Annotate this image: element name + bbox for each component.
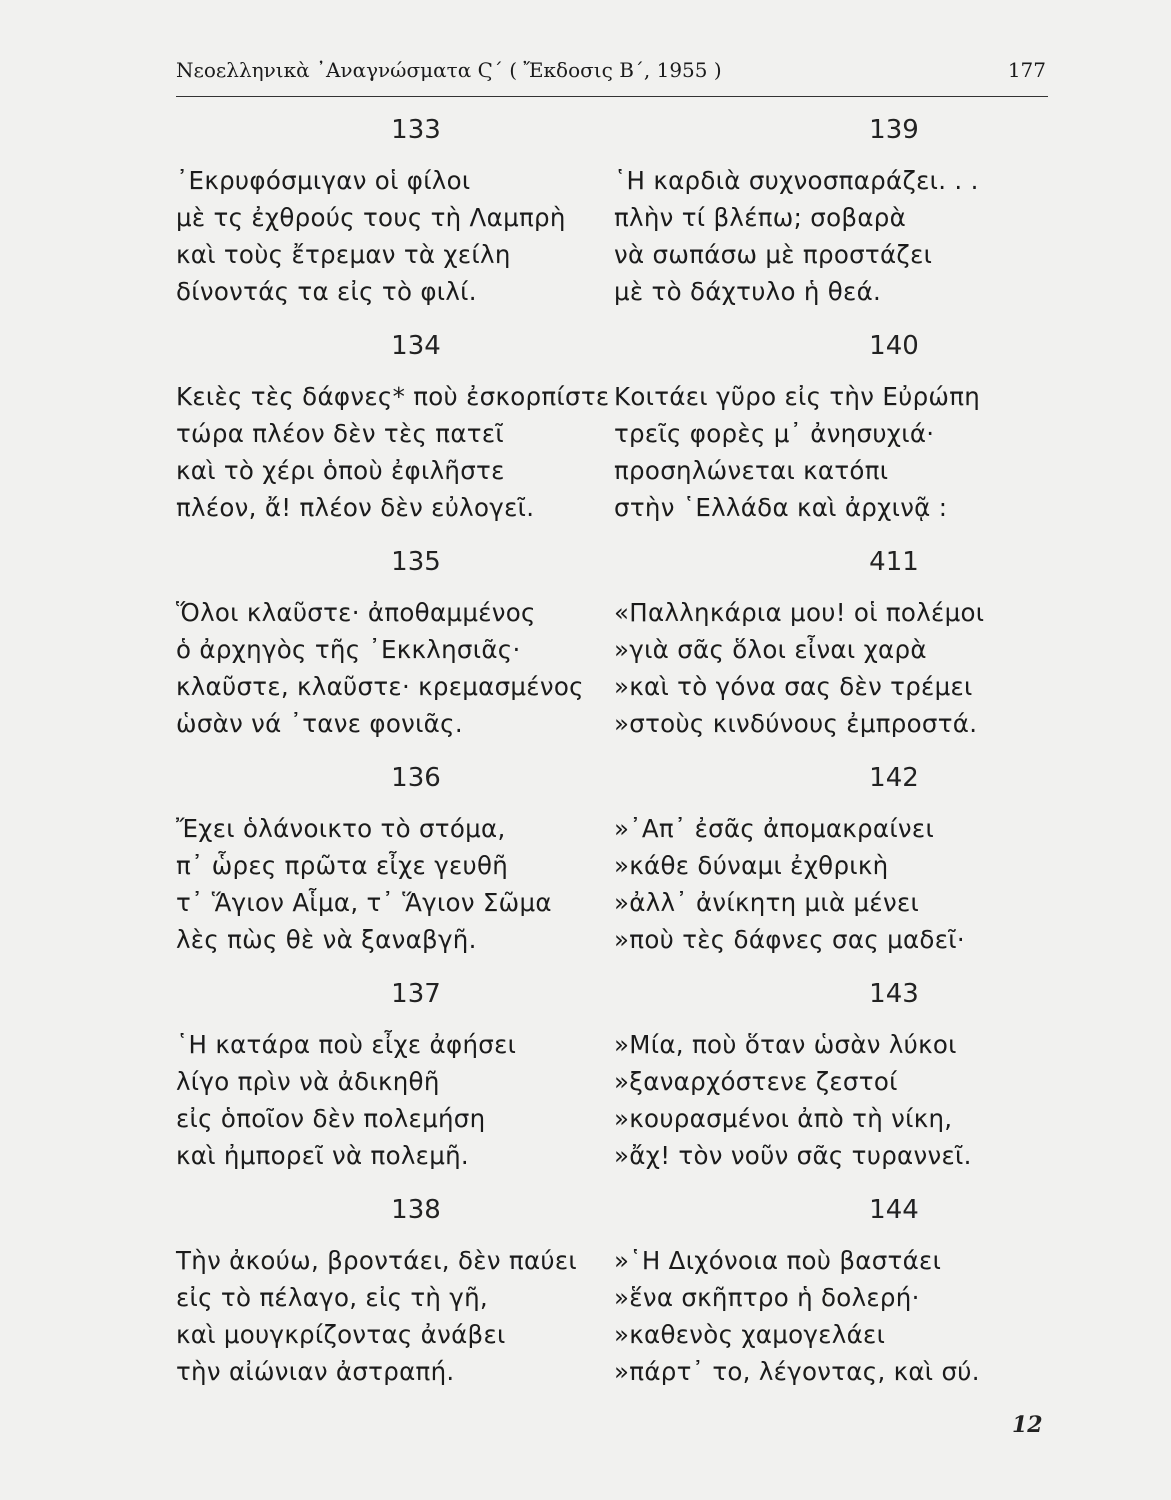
stanza [614, 326, 1054, 542]
stanza [614, 542, 1054, 758]
verse-line: στὴν ῾Ελλάδα καὶ ἀρχινᾷ : [614, 493, 948, 522]
verse-line: »᾿Απ᾿ ἐσᾶς ἀπομακραίνει [614, 814, 935, 843]
verse-line: »῾Η Διχόνοια ποὺ βαστάει [614, 1246, 942, 1275]
verse-line: εἰς τὸ πέλαγο, εἰς τὴ γῆ, [176, 1283, 489, 1312]
stanza-number: 135 [391, 547, 441, 577]
verse-line: καὶ τὸ χέρι ὁποὺ ἐφιλῆστε [176, 456, 505, 485]
verse-line: προσηλώνεται κατόπι [614, 456, 889, 485]
stanza-number: 144 [869, 1195, 919, 1225]
verse-line: »ξαναρχόστενε ζεστοί [614, 1067, 898, 1096]
verse-line: τ᾿ Ἅγιον Αἷμα, τ᾿ Ἅγιον Σῶμα [176, 888, 552, 917]
stanza-number: 138 [391, 1195, 441, 1225]
verse-line: »Μία, ποὺ ὅταν ὡσὰν λύκοι [614, 1030, 957, 1059]
stanza-number: 134 [391, 331, 441, 361]
verse-line: »κουρασμένοι ἀπὸ τὴ νίκη, [614, 1104, 953, 1133]
verse-line: ᾿Εκρυφόσμιγαν οἱ φίλοι [176, 166, 471, 195]
verse-line: καὶ ἠμπορεῖ νὰ πολεμῆ. [176, 1141, 470, 1170]
stanza [614, 110, 1054, 326]
verse-line: κλαῦστε, κλαῦστε· κρεμασμένος [176, 672, 584, 701]
verse-line: »καὶ τὸ γόνα σας δὲν τρέμει [614, 672, 973, 701]
header-title: Νεοελληνικὰ ᾿Αναγνώσματα Ϛ΄ ( Ἔκδοσις Β΄, 1955 ) [176, 58, 722, 82]
verse-line: »καθενὸς χαμογελάει [614, 1320, 886, 1349]
stanza-number: 142 [869, 763, 919, 793]
verse-line: μὲ τς ἐχθρούς τους τὴ Λαμπρὴ [176, 203, 566, 232]
verse-line: νὰ σωπάσω μὲ προστάζει [614, 240, 933, 269]
verse-line: «Παλληκάρια μου! οἱ πολέμοι [614, 598, 985, 627]
verse-line: »ἕνα σκῆπτρο ἡ δολερή· [614, 1283, 920, 1312]
verse-line: Κοιτάει γῦρο εἰς τὴν Εὐρώπη [614, 382, 981, 411]
stanza-number: 133 [391, 115, 441, 145]
verse-line: »ἄχ! τὸν νοῦν σᾶς τυραννεῖ. [614, 1141, 972, 1170]
verse-line: »γιὰ σᾶς ὅλοι εἶναι χαρὰ [614, 635, 927, 664]
stanza [176, 542, 616, 758]
stanza [176, 974, 616, 1190]
verse-line: τρεῖς φορὲς μ᾿ ἀνησυχιά· [614, 419, 935, 448]
header-rule [176, 96, 1048, 97]
verse-line: »ἀλλ᾿ ἀνίκητη μιὰ μένει [614, 888, 920, 917]
page-number: 177 [1007, 58, 1046, 82]
verse-line: ῾Η καρδιὰ συχνοσπαράζει. . . [614, 166, 979, 195]
verse-line: Ὅλοι κλαῦστε· ἀποθαμμένος [176, 598, 536, 627]
verse-line: μὲ τὸ δάχτυλο ἡ θεά. [614, 277, 882, 306]
stanza-number: 137 [391, 979, 441, 1009]
verse-line: ὡσὰν νά ᾿τανε φονιᾶς. [176, 709, 463, 738]
stanza [614, 1190, 1054, 1406]
verse-line: »στοὺς κινδύνους ἐμπροστά. [614, 709, 978, 738]
verse-line: ῾Η κατάρα ποὺ εἶχε ἀφήσει [176, 1030, 517, 1059]
stanza-number: 143 [869, 979, 919, 1009]
verse-line: πλὴν τί βλέπω; σοβαρὰ [614, 203, 907, 232]
verse-line: τώρα πλέον δὲν τὲς πατεῖ [176, 419, 504, 448]
verse-line: λὲς πὼς θὲ νὰ ξαναβγῆ. [176, 925, 477, 954]
verse-line: Ἔχει ὁλάνοικτο τὸ στόμα, [176, 814, 506, 843]
stanza-number: 411 [869, 547, 919, 577]
stanza-number: 136 [391, 763, 441, 793]
stanza [614, 758, 1054, 974]
signature-mark: 12 [1012, 1412, 1043, 1438]
verse-line: ὁ ἀρχηγὸς τῆς ᾿Εκκλησιᾶς· [176, 635, 521, 664]
stanza [176, 110, 616, 326]
stanza [614, 974, 1054, 1190]
verse-line: »ποὺ τὲς δάφνες σας μαδεῖ· [614, 925, 965, 954]
stanza [176, 758, 616, 974]
stanza [176, 1190, 616, 1406]
verse-line: καὶ μουγκρίζοντας ἀνάβει [176, 1320, 506, 1349]
verse-line: π᾿ ὧρες πρῶτα εἶχε γευθῆ [176, 851, 509, 880]
verse-line: Κειὲς τὲς δάφνες* ποὺ ἐσκορπίστε [176, 382, 610, 411]
stanza-number: 140 [869, 331, 919, 361]
verse-line: »κάθε δύναμι ἐχθρικὴ [614, 851, 889, 880]
verse-line: Τὴν ἀκούω, βροντάει, δὲν παύει [176, 1246, 577, 1275]
verse-line: τὴν αἰώνιαν ἀστραπή. [176, 1357, 455, 1386]
verse-line: καὶ τοὺς ἔτρεμαν τὰ χείλη [176, 240, 511, 269]
stanza-number: 139 [869, 115, 919, 145]
verse-line: δίνοντάς τα εἰς τὸ φιλί. [176, 277, 477, 306]
verse-line: εἰς ὁποῖον δὲν πολεμήση [176, 1104, 486, 1133]
left-column [176, 110, 616, 1406]
verse-line: πλέον, ἄ! πλέον δὲν εὐλογεῖ. [176, 493, 535, 522]
stanza [176, 326, 616, 542]
verse-line: λίγο πρὶν νὰ ἀδικηθῆ [176, 1067, 440, 1096]
right-column [614, 110, 1054, 1406]
verse-line: »πάρτ᾿ το, λέγοντας, καὶ σύ. [614, 1357, 980, 1386]
